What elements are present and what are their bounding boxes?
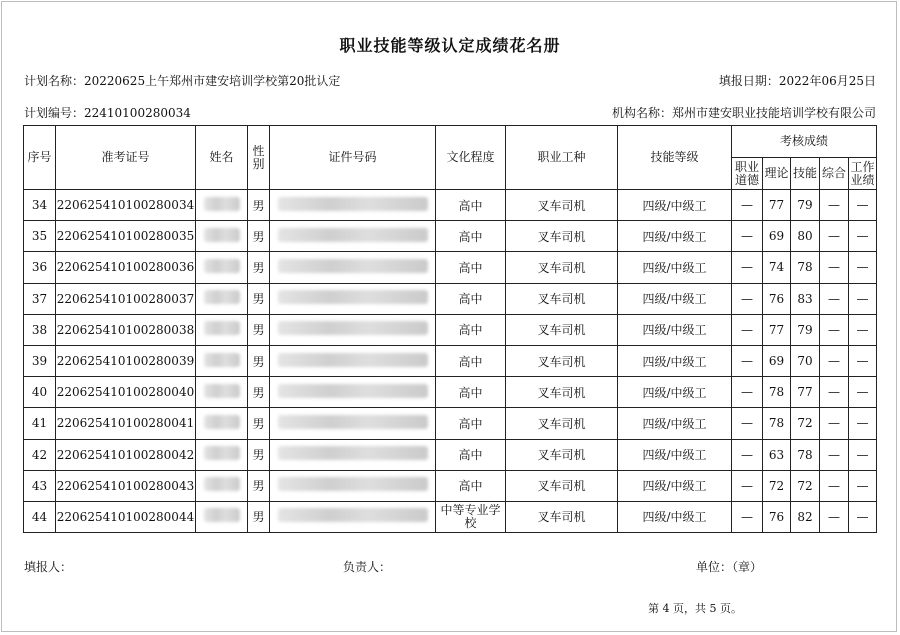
performance-score-cell: — bbox=[849, 377, 877, 408]
redaction-blur bbox=[204, 290, 240, 304]
comprehensive-score-cell: — bbox=[820, 408, 849, 439]
occupation-cell: 叉车司机 bbox=[506, 190, 618, 221]
id-no-cell-redacted bbox=[270, 408, 436, 439]
exam-no-cell: 220625410100280042 bbox=[56, 439, 196, 470]
seq-cell: 44 bbox=[24, 501, 56, 532]
occupation-cell: 叉车司机 bbox=[506, 221, 618, 252]
performance-score-cell: — bbox=[849, 252, 877, 283]
name-cell-redacted bbox=[196, 377, 248, 408]
fill-date: 填报日期：2022年06月25日 bbox=[718, 74, 876, 88]
theory-score-cell: 76 bbox=[763, 501, 791, 532]
header-comprehensive: 综合 bbox=[820, 158, 849, 190]
skill-score-cell: 70 bbox=[791, 345, 820, 376]
occupation-cell: 叉车司机 bbox=[506, 345, 618, 376]
skill-score-cell: 79 bbox=[791, 190, 820, 221]
occupation-cell: 叉车司机 bbox=[506, 439, 618, 470]
redaction-blur bbox=[204, 415, 240, 429]
occupation-cell: 叉车司机 bbox=[506, 408, 618, 439]
seq-cell: 35 bbox=[24, 221, 56, 252]
theory-score-cell: 69 bbox=[763, 221, 791, 252]
ethics-score-cell: — bbox=[732, 314, 763, 345]
education-cell: 高中 bbox=[436, 221, 506, 252]
name-cell-redacted bbox=[196, 408, 248, 439]
name-cell-redacted bbox=[196, 221, 248, 252]
skill-level-cell: 四级/中级工 bbox=[618, 314, 732, 345]
skill-score-cell: 78 bbox=[791, 252, 820, 283]
education-cell: 高中 bbox=[436, 377, 506, 408]
theory-score-cell: 78 bbox=[763, 377, 791, 408]
header-occupation: 职业工种 bbox=[506, 126, 618, 190]
gender-cell: 男 bbox=[248, 470, 270, 501]
header-scores-group: 考核成绩 bbox=[732, 126, 877, 158]
ethics-score-cell: — bbox=[732, 439, 763, 470]
seq-cell: 36 bbox=[24, 252, 56, 283]
gender-cell: 男 bbox=[248, 283, 270, 314]
occupation-cell: 叉车司机 bbox=[506, 470, 618, 501]
theory-score-cell: 74 bbox=[763, 252, 791, 283]
gender-cell: 男 bbox=[248, 252, 270, 283]
redaction-blur bbox=[278, 415, 428, 429]
performance-score-cell: — bbox=[849, 283, 877, 314]
theory-score-cell: 76 bbox=[763, 283, 791, 314]
exam-no-cell: 220625410100280037 bbox=[56, 283, 196, 314]
unit-seal-label: 单位：（章） bbox=[696, 560, 763, 574]
redaction-blur bbox=[204, 228, 240, 242]
skill-level-cell: 四级/中级工 bbox=[618, 221, 732, 252]
redaction-blur bbox=[278, 477, 428, 491]
exam-no-cell: 220625410100280035 bbox=[56, 221, 196, 252]
comprehensive-score-cell: — bbox=[820, 283, 849, 314]
comprehensive-score-cell: — bbox=[820, 190, 849, 221]
plan-name: 计划名称：20220625上午郑州市建安培训学校第20批认定 bbox=[24, 74, 341, 88]
gender-cell: 男 bbox=[248, 221, 270, 252]
table-row bbox=[24, 377, 877, 408]
exam-no-cell: 220625410100280041 bbox=[56, 408, 196, 439]
name-cell-redacted bbox=[196, 501, 248, 532]
id-no-cell-redacted bbox=[270, 345, 436, 376]
ethics-score-cell: — bbox=[732, 470, 763, 501]
redaction-blur bbox=[204, 446, 240, 460]
id-no-cell-redacted bbox=[270, 314, 436, 345]
skill-level-cell: 四级/中级工 bbox=[618, 470, 732, 501]
skill-score-cell: 77 bbox=[791, 377, 820, 408]
header-skill-level: 技能等级 bbox=[618, 126, 732, 190]
exam-no-cell: 220625410100280040 bbox=[56, 377, 196, 408]
theory-score-cell: 72 bbox=[763, 470, 791, 501]
header-skill: 技能 bbox=[791, 158, 820, 190]
skill-level-cell: 四级/中级工 bbox=[618, 345, 732, 376]
redaction-blur bbox=[278, 290, 428, 304]
exam-no-cell: 220625410100280039 bbox=[56, 345, 196, 376]
header-theory: 理论 bbox=[763, 158, 791, 190]
redaction-blur bbox=[204, 321, 240, 335]
seq-cell: 42 bbox=[24, 439, 56, 470]
comprehensive-score-cell: — bbox=[820, 314, 849, 345]
header-ethics: 职业道德 bbox=[732, 158, 763, 190]
header-name: 姓名 bbox=[196, 126, 248, 190]
education-cell: 高中 bbox=[436, 283, 506, 314]
table-row bbox=[24, 501, 877, 532]
skill-level-cell: 四级/中级工 bbox=[618, 283, 732, 314]
occupation-cell: 叉车司机 bbox=[506, 252, 618, 283]
redaction-blur bbox=[278, 508, 428, 522]
ethics-score-cell: — bbox=[732, 283, 763, 314]
redaction-blur bbox=[204, 477, 240, 491]
header-exam-no: 准考证号 bbox=[56, 126, 196, 190]
performance-score-cell: — bbox=[849, 470, 877, 501]
redaction-blur bbox=[278, 228, 428, 242]
seq-cell: 38 bbox=[24, 314, 56, 345]
skill-level-cell: 四级/中级工 bbox=[618, 439, 732, 470]
redaction-blur bbox=[278, 353, 428, 367]
comprehensive-score-cell: — bbox=[820, 377, 849, 408]
seq-cell: 43 bbox=[24, 470, 56, 501]
id-no-cell-redacted bbox=[270, 439, 436, 470]
gender-cell: 男 bbox=[248, 190, 270, 221]
ethics-score-cell: — bbox=[732, 408, 763, 439]
table-body bbox=[24, 190, 877, 533]
id-no-cell-redacted bbox=[270, 501, 436, 532]
table-row bbox=[24, 314, 877, 345]
table-row bbox=[24, 221, 877, 252]
occupation-cell: 叉车司机 bbox=[506, 377, 618, 408]
performance-score-cell: — bbox=[849, 314, 877, 345]
skill-score-cell: 72 bbox=[791, 470, 820, 501]
exam-no-cell: 220625410100280034 bbox=[56, 190, 196, 221]
plan-number: 计划编号：22410100280034 bbox=[24, 106, 191, 120]
id-no-cell-redacted bbox=[270, 377, 436, 408]
ethics-score-cell: — bbox=[732, 190, 763, 221]
theory-score-cell: 69 bbox=[763, 345, 791, 376]
redaction-blur bbox=[278, 197, 428, 211]
table-row bbox=[24, 439, 877, 470]
name-cell-redacted bbox=[196, 190, 248, 221]
gender-cell: 男 bbox=[248, 408, 270, 439]
performance-score-cell: — bbox=[849, 408, 877, 439]
skill-level-cell: 四级/中级工 bbox=[618, 408, 732, 439]
skill-level-cell: 四级/中级工 bbox=[618, 252, 732, 283]
occupation-cell: 叉车司机 bbox=[506, 283, 618, 314]
ethics-score-cell: — bbox=[732, 501, 763, 532]
redaction-blur bbox=[278, 259, 428, 273]
redaction-blur bbox=[204, 353, 240, 367]
skill-score-cell: 83 bbox=[791, 283, 820, 314]
header-seq: 序号 bbox=[24, 126, 56, 190]
table-row bbox=[24, 283, 877, 314]
education-cell: 高中 bbox=[436, 345, 506, 376]
gender-cell: 男 bbox=[248, 439, 270, 470]
redaction-blur bbox=[204, 384, 240, 398]
theory-score-cell: 77 bbox=[763, 314, 791, 345]
skill-score-cell: 82 bbox=[791, 501, 820, 532]
redaction-blur bbox=[278, 384, 428, 398]
exam-no-cell: 220625410100280036 bbox=[56, 252, 196, 283]
education-cell: 高中 bbox=[436, 314, 506, 345]
table-row bbox=[24, 470, 877, 501]
performance-score-cell: — bbox=[849, 221, 877, 252]
redaction-blur bbox=[204, 508, 240, 522]
redaction-blur bbox=[278, 446, 428, 460]
performance-score-cell: — bbox=[849, 190, 877, 221]
performance-score-cell: — bbox=[849, 345, 877, 376]
skill-score-cell: 80 bbox=[791, 221, 820, 252]
name-cell-redacted bbox=[196, 283, 248, 314]
comprehensive-score-cell: — bbox=[820, 439, 849, 470]
redaction-blur bbox=[204, 197, 240, 211]
comprehensive-score-cell: — bbox=[820, 221, 849, 252]
education-cell: 高中 bbox=[436, 439, 506, 470]
table-row bbox=[24, 190, 877, 221]
skill-level-cell: 四级/中级工 bbox=[618, 190, 732, 221]
header-education: 文化程度 bbox=[436, 126, 506, 190]
header-gender: 性别 bbox=[248, 126, 270, 190]
name-cell-redacted bbox=[196, 470, 248, 501]
gender-cell: 男 bbox=[248, 377, 270, 408]
theory-score-cell: 63 bbox=[763, 439, 791, 470]
page-title: 职业技能等级认定成绩花名册 bbox=[339, 36, 561, 55]
gender-cell: 男 bbox=[248, 345, 270, 376]
comprehensive-score-cell: — bbox=[820, 252, 849, 283]
ethics-score-cell: — bbox=[732, 345, 763, 376]
id-no-cell-redacted bbox=[270, 190, 436, 221]
skill-level-cell: 四级/中级工 bbox=[618, 377, 732, 408]
skill-level-cell: 四级/中级工 bbox=[618, 501, 732, 532]
seq-cell: 34 bbox=[24, 190, 56, 221]
comprehensive-score-cell: — bbox=[820, 470, 849, 501]
name-cell-redacted bbox=[196, 314, 248, 345]
skill-score-cell: 72 bbox=[791, 408, 820, 439]
ethics-score-cell: — bbox=[732, 252, 763, 283]
performance-score-cell: — bbox=[849, 501, 877, 532]
filler-label: 填报人： bbox=[24, 560, 73, 574]
comprehensive-score-cell: — bbox=[820, 345, 849, 376]
exam-no-cell: 220625410100280038 bbox=[56, 314, 196, 345]
redaction-blur bbox=[278, 321, 428, 335]
id-no-cell-redacted bbox=[270, 470, 436, 501]
seq-cell: 37 bbox=[24, 283, 56, 314]
table-row bbox=[24, 252, 877, 283]
skill-score-cell: 78 bbox=[791, 439, 820, 470]
ethics-score-cell: — bbox=[732, 221, 763, 252]
header-performance: 工作业绩 bbox=[849, 158, 877, 190]
name-cell-redacted bbox=[196, 345, 248, 376]
id-no-cell-redacted bbox=[270, 252, 436, 283]
id-no-cell-redacted bbox=[270, 283, 436, 314]
id-no-cell-redacted bbox=[270, 221, 436, 252]
gender-cell: 男 bbox=[248, 501, 270, 532]
skill-score-cell: 79 bbox=[791, 314, 820, 345]
education-cell: 高中 bbox=[436, 190, 506, 221]
education-cell: 中等专业学校 bbox=[436, 501, 506, 532]
occupation-cell: 叉车司机 bbox=[506, 501, 618, 532]
education-cell: 高中 bbox=[436, 470, 506, 501]
responsible-label: 负责人： bbox=[343, 560, 392, 574]
theory-score-cell: 77 bbox=[763, 190, 791, 221]
seq-cell: 41 bbox=[24, 408, 56, 439]
name-cell-redacted bbox=[196, 439, 248, 470]
seq-cell: 40 bbox=[24, 377, 56, 408]
gender-cell: 男 bbox=[248, 314, 270, 345]
table-row bbox=[24, 345, 877, 376]
education-cell: 高中 bbox=[436, 252, 506, 283]
occupation-cell: 叉车司机 bbox=[506, 314, 618, 345]
org-name: 机构名称：郑州市建安职业技能培训学校有限公司 bbox=[611, 106, 876, 120]
theory-score-cell: 78 bbox=[763, 408, 791, 439]
exam-no-cell: 220625410100280043 bbox=[56, 470, 196, 501]
page-info: 第 4 页，共 5 页。 bbox=[648, 602, 742, 615]
seq-cell: 39 bbox=[24, 345, 56, 376]
score-table bbox=[23, 125, 877, 533]
name-cell-redacted bbox=[196, 252, 248, 283]
header-id-no: 证件号码 bbox=[270, 126, 436, 190]
exam-no-cell: 220625410100280044 bbox=[56, 501, 196, 532]
performance-score-cell: — bbox=[849, 439, 877, 470]
ethics-score-cell: — bbox=[732, 377, 763, 408]
comprehensive-score-cell: — bbox=[820, 501, 849, 532]
table-row bbox=[24, 408, 877, 439]
redaction-blur bbox=[204, 259, 240, 273]
education-cell: 高中 bbox=[436, 408, 506, 439]
